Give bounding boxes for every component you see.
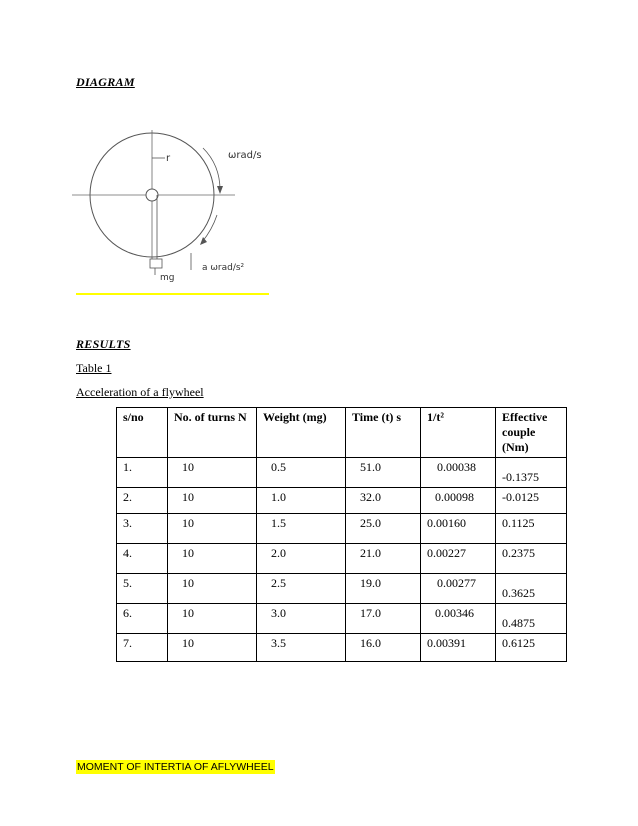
cell-turns: 10 (168, 634, 257, 662)
table-title: Acceleration of a flywheel (76, 385, 204, 399)
cell-time: 51.0 (346, 458, 421, 488)
cell-time: 32.0 (346, 488, 421, 514)
axle-circle (146, 189, 158, 201)
cell-time: 17.0 (346, 604, 421, 634)
table-row (117, 604, 567, 634)
table-row (117, 488, 567, 514)
omega-arrow (203, 148, 220, 190)
footer-highlight: MOMENT OF INTERTIA OF AFLYWHEEL (77, 761, 274, 773)
cell-turns: 10 (168, 574, 257, 604)
cell-sno: 4. (117, 544, 168, 574)
mass-label: mg (160, 273, 175, 283)
cell-sno: 1. (117, 458, 168, 488)
mass-block (150, 259, 162, 268)
header-inv-t2: 1/t² (421, 408, 496, 458)
cell-time: 19.0 (346, 574, 421, 604)
results-table (116, 407, 567, 662)
cell-time: 21.0 (346, 544, 421, 574)
table-row (117, 574, 567, 604)
cell-weight: 2.0 (257, 544, 346, 574)
cell-couple: 0.4875 (496, 604, 567, 634)
cell-couple: -0.0125 (496, 488, 567, 514)
cell-couple: 0.2375 (496, 544, 567, 574)
cell-inv-t2: 0.00160 (421, 514, 496, 544)
cell-couple: -0.1375 (496, 458, 567, 488)
cell-weight: 3.0 (257, 604, 346, 634)
results-heading: RESULTS (76, 337, 131, 351)
cell-time: 25.0 (346, 514, 421, 544)
cell-sno: 3. (117, 514, 168, 544)
cell-inv-t2: 0.00038 (421, 458, 496, 488)
cell-sno: 5. (117, 574, 168, 604)
cell-turns: 10 (168, 544, 257, 574)
cell-turns: 10 (168, 488, 257, 514)
cell-inv-t2: 0.00227 (421, 544, 496, 574)
cell-time: 16.0 (346, 634, 421, 662)
cell-turns: 10 (168, 604, 257, 634)
cell-couple: 0.6125 (496, 634, 567, 662)
yellow-rule (76, 293, 269, 295)
cell-sno: 2. (117, 488, 168, 514)
flywheel-diagram (70, 120, 270, 298)
cell-turns: 10 (168, 514, 257, 544)
table-row (117, 458, 567, 488)
cell-inv-t2: 0.00277 (421, 574, 496, 604)
header-couple: Effective couple (Nm) (496, 408, 567, 458)
cell-inv-t2: 0.00346 (421, 604, 496, 634)
radius-label: r (166, 153, 171, 164)
header-weight: Weight (mg) (257, 408, 346, 458)
accel-arrowhead (200, 237, 207, 245)
cell-inv-t2: 0.00098 (421, 488, 496, 514)
header-sno: s/no (117, 408, 168, 458)
cell-couple: 0.1125 (496, 514, 567, 544)
header-turns: No. of turns N (168, 408, 257, 458)
table-row (117, 544, 567, 574)
omega-label: ωrad/s (228, 150, 262, 161)
cell-weight: 1.0 (257, 488, 346, 514)
omega-arrowhead (217, 186, 223, 194)
table-row (117, 634, 567, 662)
cell-weight: 3.5 (257, 634, 346, 662)
accel-label: a ωrad/s² (202, 263, 245, 273)
table-header-row (117, 408, 567, 458)
diagram-heading: DIAGRAM (76, 75, 135, 89)
table-caption: Table 1 (76, 361, 112, 375)
cell-sno: 7. (117, 634, 168, 662)
cell-sno: 6. (117, 604, 168, 634)
cell-inv-t2: 0.00391 (421, 634, 496, 662)
cell-turns: 10 (168, 458, 257, 488)
cell-couple: 0.3625 (496, 574, 567, 604)
cell-weight: 2.5 (257, 574, 346, 604)
header-time: Time (t) s (346, 408, 421, 458)
cell-weight: 0.5 (257, 458, 346, 488)
cell-weight: 1.5 (257, 514, 346, 544)
table-row (117, 514, 567, 544)
